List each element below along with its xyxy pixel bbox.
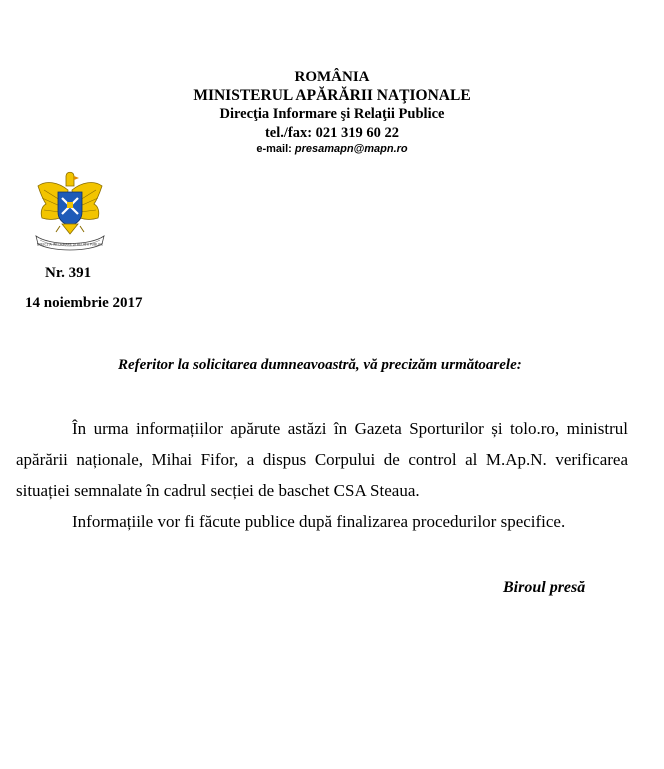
ministry-name: MINISTERUL APĂRĂRII NAŢIONALE (193, 86, 471, 104)
ministry-crest-icon (30, 168, 110, 252)
letterhead (0, 68, 664, 157)
country-name: ROMÂNIA (294, 69, 370, 85)
signature: Biroul presă (503, 579, 586, 596)
body-paragraph-2: Informațiile vor fi făcute publice după finalizarea procedurilor specifice. (72, 512, 566, 531)
phone-fax: tel./fax: 021 319 60 22 (264, 124, 400, 141)
email-line (0, 142, 664, 157)
crest-seal-text: DIRECŢIA INFORMARE ŞI RELAŢII PUBLICE (36, 242, 104, 247)
document-date: 14 noiembrie 2017 (25, 295, 143, 311)
email-label: e-mail: (256, 143, 295, 155)
email-address: presamapn@mapn.ro (294, 143, 408, 155)
department-name: Direcţia Informare şi Relaţii Publice (219, 106, 445, 122)
intro-statement: Referitor la solicitarea dumneavoastră, vă precizăm următoarele: (118, 357, 522, 373)
document-number: Nr. 391 (45, 265, 92, 281)
body-paragraph-1: În urma informațiilor apărute astăzi în Gazeta Sporturilor și tolo.ro, ministrul apărării naționale, Mihai Fifor, a dispus Corpului de control al M.Ap.N. verificarea situației semnalate în cadrul secției de baschet CSA Steaua. (16, 419, 628, 500)
body-text (16, 413, 628, 537)
